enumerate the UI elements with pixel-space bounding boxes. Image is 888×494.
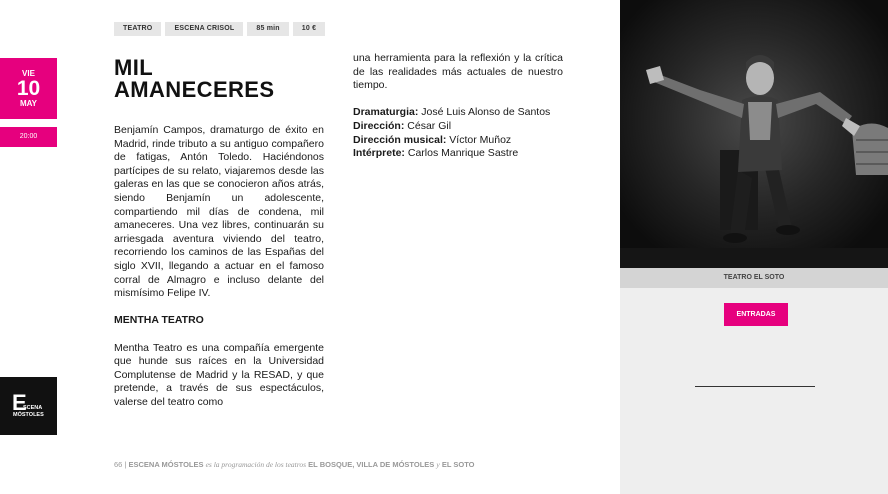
credit-label: Intérprete: — [353, 147, 405, 160]
credit-value: Víctor Muñoz — [449, 133, 512, 146]
footer-middle-text: es la programación de los teatros — [205, 460, 307, 469]
credit-label: Dirección: — [353, 119, 405, 132]
event-side-panel — [620, 0, 888, 494]
performer-photo-illustration — [620, 0, 888, 268]
venue-label: TEATRO EL SOTO — [620, 268, 888, 288]
tag-price: 10 € — [293, 22, 325, 36]
escena-mostoles-logo — [0, 377, 57, 435]
credit-direction — [353, 120, 563, 134]
credit-value: Carlos Manrique Sastre — [407, 147, 519, 160]
company-paragraph-continued: una herramienta para la reflexión y la crítica de las realidades más actuales de nuestro tiempo. — [353, 52, 563, 92]
credit-label: Dramaturgia: — [353, 106, 419, 119]
tag-genre: TEATRO — [114, 22, 161, 36]
title-line1: MIL — [114, 55, 154, 80]
tickets-button[interactable]: ENTRADAS — [724, 303, 788, 326]
show-photo — [620, 0, 888, 268]
tag-series: ESCENA CRISOL — [165, 22, 243, 36]
footer-separator: | — [124, 460, 127, 469]
date-badge — [0, 58, 57, 119]
logo-line1: SCENA — [23, 405, 43, 411]
logo-letter: E — [12, 390, 27, 415]
date-weekday: VIE — [22, 69, 35, 78]
time-badge: 20:00 — [0, 127, 57, 147]
credit-value: César Gil — [407, 119, 452, 132]
footer-and: y — [436, 460, 440, 469]
page-footer — [114, 460, 475, 469]
credits-column — [353, 52, 563, 161]
title-line2: AMANECERES — [114, 77, 275, 102]
date-month: MAY — [19, 99, 38, 108]
footer-last-venue: EL SOTO — [441, 460, 475, 469]
credit-music-direction — [353, 134, 563, 148]
tag-list — [114, 22, 325, 36]
credit-dramaturgy — [353, 106, 563, 120]
tag-duration: 85 min — [247, 22, 288, 36]
date-day-number: 10 — [16, 77, 41, 100]
description-column — [114, 124, 324, 423]
page-number: 66 — [114, 460, 123, 469]
company-paragraph: Mentha Teatro es una compañía emergente que hunde sus raíces en la Universidad Complutense de Madrid y la RESAD, y que pretende, a través de sus espectáculos, valerse del teatro como — [114, 341, 324, 408]
show-title — [114, 57, 274, 101]
footer-venues: EL BOSQUE, VILLA DE MÓSTOLES — [308, 460, 435, 469]
credit-performer — [353, 147, 563, 161]
footer-brand: ESCENA MÓSTOLES — [128, 460, 204, 469]
divider-line — [695, 386, 815, 387]
logo-line2: MÓSTOLES — [13, 412, 44, 418]
company-heading: MENTHA TEATRO — [114, 314, 204, 327]
credit-value: José Luis Alonso de Santos — [421, 106, 551, 119]
synopsis-paragraph: Benjamín Campos, dramaturgo de éxito en Madrid, rinde tributo a su antiguo compañero de fatigas, Antón Toledo. Haciéndonos partícipes de su relato, viajaremos desde las galeras en las que se conocieron años atrás, siendo Benjamín un adolescente, compartiendo mil días de condena, mil amaneceres. Una vez libres, continuarán su arriesgada aventura viviendo del teatro, recorriendo los caminos de las Españas del siglo XVII, llegando a actuar en el famoso corral de Almagro e incluso delante del mismísimo Felipe IV. — [114, 124, 324, 300]
credit-label: Dirección musical: — [353, 133, 447, 146]
